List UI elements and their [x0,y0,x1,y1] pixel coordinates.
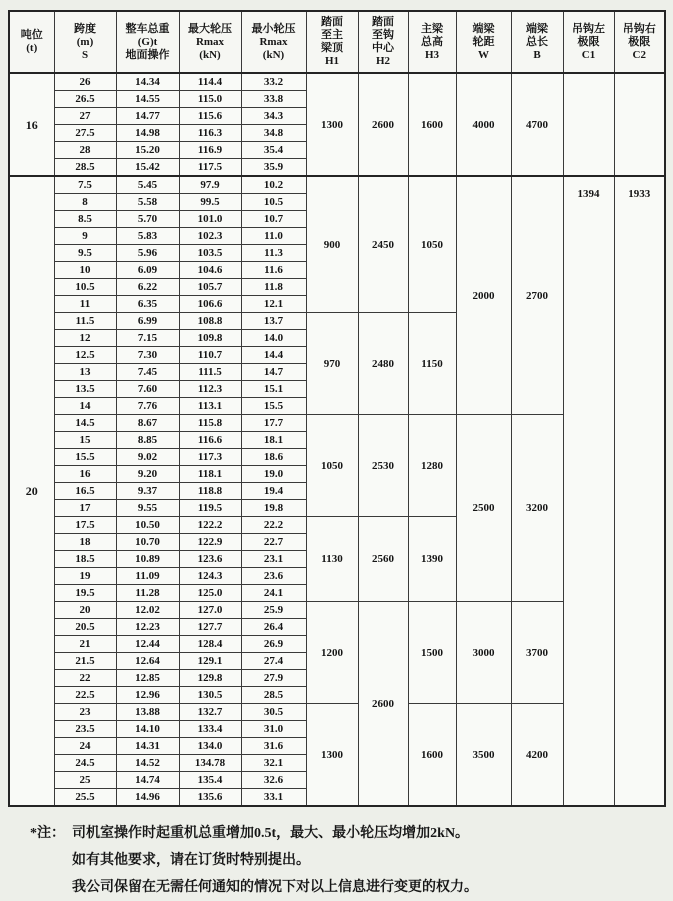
weight-cell: 5.70 [116,211,179,228]
merged-cell-c2 [614,73,665,176]
rmin-cell: 11.3 [241,245,306,262]
span-cell: 21 [54,636,116,653]
note-text-1: 司机室操作时起重机总重增加0.5t，最大、最小轮压均增加2kN。 [72,826,470,841]
rmax-cell: 133.4 [179,721,241,738]
rmax-cell: 127.0 [179,602,241,619]
rmin-cell: 18.1 [241,432,306,449]
weight-cell: 10.89 [116,551,179,568]
span-cell: 26 [54,73,116,91]
rmax-cell: 114.4 [179,73,241,91]
rmax-cell: 124.3 [179,568,241,585]
merged-cell-b: 4700 [511,73,563,176]
merged-cell-h2: 2600 [358,73,408,176]
footnotes [30,820,478,901]
rmin-cell: 26.9 [241,636,306,653]
rmin-cell: 14.7 [241,364,306,381]
rmin-cell: 31.6 [241,738,306,755]
rmax-cell: 117.3 [179,449,241,466]
column-header-10: 吊钩左 极限 C1 [563,11,614,73]
weight-cell: 7.15 [116,330,179,347]
rmin-cell: 13.7 [241,313,306,330]
rmax-cell: 109.8 [179,330,241,347]
rmin-cell: 22.2 [241,517,306,534]
merged-cell-h2: 2480 [358,313,408,415]
rmin-cell: 12.1 [241,296,306,313]
tonnage-cell: 16 [9,73,54,176]
rmax-cell: 106.6 [179,296,241,313]
rmin-cell: 11.6 [241,262,306,279]
weight-cell: 8.85 [116,432,179,449]
table-row [9,73,665,91]
weight-cell: 14.77 [116,108,179,125]
span-cell: 13 [54,364,116,381]
span-cell: 12 [54,330,116,347]
rmax-cell: 115.8 [179,415,241,432]
rmax-cell: 122.9 [179,534,241,551]
merged-cell-h1: 1300 [306,704,358,807]
rmin-cell: 22.7 [241,534,306,551]
merged-cell-b: 2700 [511,176,563,415]
span-cell: 8.5 [54,211,116,228]
column-header-11: 吊钩右 极限 C2 [614,11,665,73]
weight-cell: 10.50 [116,517,179,534]
rmax-cell: 134.0 [179,738,241,755]
rmin-cell: 27.4 [241,653,306,670]
span-cell: 25.5 [54,789,116,807]
weight-cell: 9.20 [116,466,179,483]
weight-cell: 14.98 [116,125,179,142]
span-cell: 11 [54,296,116,313]
rmax-cell: 118.8 [179,483,241,500]
rmin-cell: 33.1 [241,789,306,807]
rmax-cell: 125.0 [179,585,241,602]
weight-cell: 14.96 [116,789,179,807]
span-cell: 10.5 [54,279,116,296]
column-header-2: 整车总重 (G)t 地面操作 [116,11,179,73]
merged-cell-h1: 1200 [306,602,358,704]
span-cell: 17 [54,500,116,517]
span-cell: 13.5 [54,381,116,398]
merged-cell-c1: 1394 [563,176,614,806]
span-cell: 24.5 [54,755,116,772]
span-cell: 14.5 [54,415,116,432]
weight-cell: 10.70 [116,534,179,551]
weight-cell: 15.42 [116,159,179,177]
tonnage-cell: 20 [9,176,54,806]
merged-cell-b: 4200 [511,704,563,807]
weight-cell: 7.60 [116,381,179,398]
rmin-cell: 19.8 [241,500,306,517]
span-cell: 23 [54,704,116,721]
column-header-7: 主梁 总高 H3 [408,11,456,73]
merged-cell-h1: 1300 [306,73,358,176]
span-cell: 8 [54,194,116,211]
span-cell: 9.5 [54,245,116,262]
span-cell: 15 [54,432,116,449]
span-cell: 17.5 [54,517,116,534]
weight-cell: 6.09 [116,262,179,279]
span-cell: 16 [54,466,116,483]
span-cell: 14 [54,398,116,415]
merged-cell-b: 3700 [511,602,563,704]
rmax-cell: 97.9 [179,176,241,194]
weight-cell: 12.23 [116,619,179,636]
rmin-cell: 34.8 [241,125,306,142]
column-header-5: 踏面 至主 梁顶 H1 [306,11,358,73]
rmax-cell: 102.3 [179,228,241,245]
note-text-3: 我公司保留在无需任何通知的情况下对以上信息进行变更的权力。 [72,880,478,895]
column-header-3: 最大轮压 Rmax (kN) [179,11,241,73]
span-cell: 19.5 [54,585,116,602]
rmin-cell: 35.9 [241,159,306,177]
span-cell: 25 [54,772,116,789]
weight-cell: 14.52 [116,755,179,772]
span-cell: 20.5 [54,619,116,636]
table-header-row [9,11,665,73]
merged-cell-h3: 1600 [408,73,456,176]
note-text-2: 如有其他要求，请在订货时特别提出。 [72,853,310,868]
weight-cell: 6.35 [116,296,179,313]
weight-cell: 12.64 [116,653,179,670]
merged-cell-h1: 900 [306,176,358,313]
rmin-cell: 18.6 [241,449,306,466]
weight-cell: 11.09 [116,568,179,585]
weight-cell: 5.45 [116,176,179,194]
rmin-cell: 14.4 [241,347,306,364]
rmin-cell: 14.0 [241,330,306,347]
merged-cell-h1: 970 [306,313,358,415]
rmin-cell: 15.1 [241,381,306,398]
rmin-cell: 30.5 [241,704,306,721]
merged-cell-h2: 2450 [358,176,408,313]
rmin-cell: 32.1 [241,755,306,772]
rmax-cell: 129.1 [179,653,241,670]
weight-cell: 9.55 [116,500,179,517]
span-cell: 16.5 [54,483,116,500]
rmax-cell: 105.7 [179,279,241,296]
weight-cell: 7.76 [116,398,179,415]
weight-cell: 5.83 [116,228,179,245]
merged-cell-h3: 1600 [408,704,456,807]
rmax-cell: 104.6 [179,262,241,279]
rmax-cell: 129.8 [179,670,241,687]
rmax-cell: 135.4 [179,772,241,789]
note-line-1 [30,820,478,847]
column-header-9: 端梁 总长 B [511,11,563,73]
table-row [9,176,665,194]
rmax-cell: 118.1 [179,466,241,483]
merged-cell-h3: 1050 [408,176,456,313]
rmax-cell: 127.7 [179,619,241,636]
rmax-cell: 132.7 [179,704,241,721]
merged-cell-w: 4000 [456,73,511,176]
span-cell: 23.5 [54,721,116,738]
column-header-4: 最小轮压 Rmax (kN) [241,11,306,73]
weight-cell: 14.74 [116,772,179,789]
column-header-8: 端梁 轮距 W [456,11,511,73]
rmax-cell: 111.5 [179,364,241,381]
merged-cell-c1 [563,73,614,176]
weight-cell: 14.31 [116,738,179,755]
weight-cell: 14.55 [116,91,179,108]
span-cell: 20 [54,602,116,619]
table-body [9,73,665,806]
weight-cell: 12.96 [116,687,179,704]
rmin-cell: 33.2 [241,73,306,91]
rmin-cell: 28.5 [241,687,306,704]
rmax-cell: 135.6 [179,789,241,807]
merged-cell-h1: 1050 [306,415,358,517]
rmax-cell: 117.5 [179,159,241,177]
rmax-cell: 134.78 [179,755,241,772]
merged-cell-h1: 1130 [306,517,358,602]
span-cell: 10 [54,262,116,279]
weight-cell: 7.45 [116,364,179,381]
rmax-cell: 115.6 [179,108,241,125]
rmin-cell: 19.4 [241,483,306,500]
weight-cell: 9.37 [116,483,179,500]
rmax-cell: 101.0 [179,211,241,228]
rmin-cell: 33.8 [241,91,306,108]
merged-cell-h3: 1500 [408,602,456,704]
span-cell: 12.5 [54,347,116,364]
rmax-cell: 130.5 [179,687,241,704]
span-cell: 22 [54,670,116,687]
rmax-cell: 123.6 [179,551,241,568]
merged-cell-c2: 1933 [614,176,665,806]
rmax-cell: 119.5 [179,500,241,517]
span-cell: 24 [54,738,116,755]
column-header-1: 跨度 (m) S [54,11,116,73]
rmin-cell: 10.7 [241,211,306,228]
rmax-cell: 110.7 [179,347,241,364]
rmax-cell: 128.4 [179,636,241,653]
weight-cell: 11.28 [116,585,179,602]
span-cell: 22.5 [54,687,116,704]
merged-cell-h3: 1280 [408,415,456,517]
span-cell: 21.5 [54,653,116,670]
span-cell: 18 [54,534,116,551]
crane-spec-table [8,10,666,807]
merged-cell-h3: 1150 [408,313,456,415]
rmin-cell: 10.5 [241,194,306,211]
rmax-cell: 112.3 [179,381,241,398]
rmax-cell: 99.5 [179,194,241,211]
note-line-2 [30,847,478,874]
merged-cell-h3: 1390 [408,517,456,602]
span-cell: 27 [54,108,116,125]
rmax-cell: 116.3 [179,125,241,142]
rmin-cell: 15.5 [241,398,306,415]
rmax-cell: 113.1 [179,398,241,415]
weight-cell: 12.85 [116,670,179,687]
span-cell: 27.5 [54,125,116,142]
merged-cell-w: 3500 [456,704,511,807]
merged-cell-b: 3200 [511,415,563,602]
spec-sheet [8,10,666,807]
span-cell: 15.5 [54,449,116,466]
weight-cell: 14.34 [116,73,179,91]
note-line-3 [30,874,478,901]
rmax-cell: 116.9 [179,142,241,159]
span-cell: 11.5 [54,313,116,330]
rmax-cell: 108.8 [179,313,241,330]
weight-cell: 8.67 [116,415,179,432]
weight-cell: 6.99 [116,313,179,330]
rmin-cell: 11.8 [241,279,306,296]
span-cell: 28.5 [54,159,116,177]
column-header-0: 吨位 (t) [9,11,54,73]
weight-cell: 15.20 [116,142,179,159]
rmin-cell: 17.7 [241,415,306,432]
rmax-cell: 115.0 [179,91,241,108]
rmin-cell: 27.9 [241,670,306,687]
weight-cell: 9.02 [116,449,179,466]
rmin-cell: 32.6 [241,772,306,789]
weight-cell: 6.22 [116,279,179,296]
merged-cell-h2: 2530 [358,415,408,517]
rmin-cell: 25.9 [241,602,306,619]
span-cell: 18.5 [54,551,116,568]
rmax-cell: 122.2 [179,517,241,534]
rmin-cell: 10.2 [241,176,306,194]
weight-cell: 13.88 [116,704,179,721]
rmin-cell: 11.0 [241,228,306,245]
weight-cell: 7.30 [116,347,179,364]
merged-cell-h2: 2560 [358,517,408,602]
merged-cell-w: 2500 [456,415,511,602]
rmin-cell: 35.4 [241,142,306,159]
rmin-cell: 26.4 [241,619,306,636]
span-cell: 7.5 [54,176,116,194]
note-label: *注： [30,826,65,841]
span-cell: 28 [54,142,116,159]
weight-cell: 12.44 [116,636,179,653]
span-cell: 19 [54,568,116,585]
merged-cell-h2: 2600 [358,602,408,807]
merged-cell-w: 2000 [456,176,511,415]
span-cell: 26.5 [54,91,116,108]
weight-cell: 5.96 [116,245,179,262]
rmin-cell: 19.0 [241,466,306,483]
rmin-cell: 23.1 [241,551,306,568]
merged-cell-w: 3000 [456,602,511,704]
weight-cell: 5.58 [116,194,179,211]
column-header-6: 踏面 至钩 中心 H2 [358,11,408,73]
rmax-cell: 103.5 [179,245,241,262]
weight-cell: 12.02 [116,602,179,619]
rmax-cell: 116.6 [179,432,241,449]
rmin-cell: 23.6 [241,568,306,585]
rmin-cell: 34.3 [241,108,306,125]
rmin-cell: 31.0 [241,721,306,738]
rmin-cell: 24.1 [241,585,306,602]
weight-cell: 14.10 [116,721,179,738]
span-cell: 9 [54,228,116,245]
